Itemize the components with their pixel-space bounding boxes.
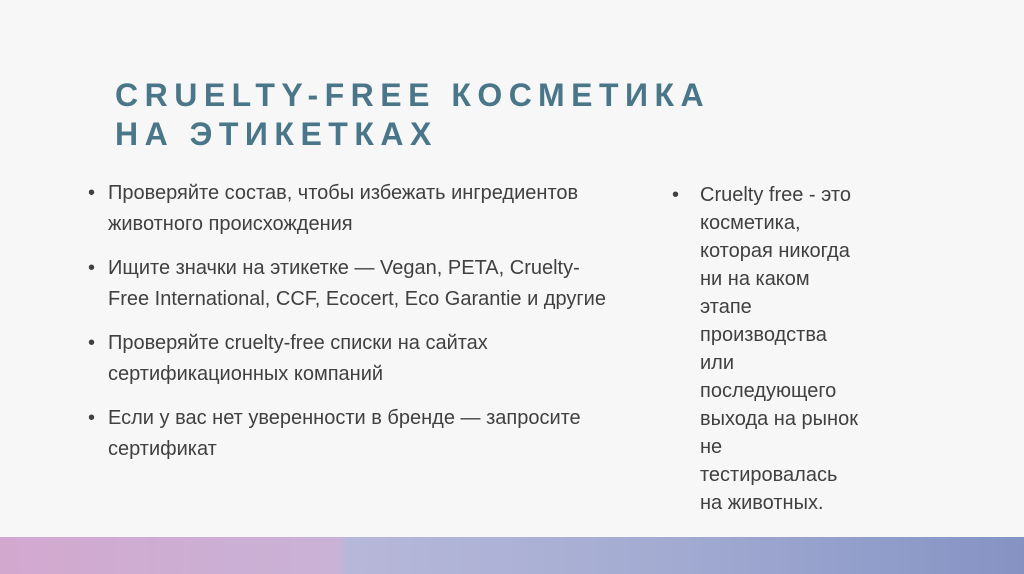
decorative-bottom-band [0, 537, 1024, 574]
right-definition-text [700, 181, 902, 517]
left-bullet-item: • Если у вас нет уверенности в бренде — запросите сертификат [88, 403, 608, 465]
right-definition-block [672, 181, 902, 517]
right-text-line: которая никогда [700, 240, 850, 262]
right-text-line: производства [700, 324, 827, 346]
right-text-line: Cruelty free - это [700, 184, 851, 206]
right-text-line: выхода на рынок [700, 408, 858, 430]
slide-title-line-1: CRUELTY-FREE КОСМЕТИКА [115, 77, 711, 113]
bullet-dot-icon: • [672, 184, 680, 206]
right-text-line: ни на каком [700, 268, 810, 290]
left-bullet-list [88, 178, 608, 478]
slide-title [115, 76, 915, 154]
right-text-line: этапе [700, 296, 752, 318]
right-text-line: на животных. [700, 492, 824, 514]
left-bullet-item: • Проверяйте cruelty-free списки на сайтах сертификационных компаний [88, 328, 608, 390]
right-text-line: косметика, [700, 212, 801, 234]
left-bullet-item: • Проверяйте состав, чтобы избежать ингредиентов животного происхождения [88, 178, 608, 240]
right-text-line: последующего [700, 380, 837, 402]
right-text-line: или [700, 352, 735, 374]
slide-title-line-2: НА ЭТИКЕТКАХ [115, 116, 438, 152]
left-bullet-item: • Ищите значки на этикетке — Vegan, PETA, Cruelty-Free International, CCF, Ecocert, Eco Garantie и другие [88, 253, 608, 315]
right-text-line: не [700, 436, 723, 458]
right-text-line: тестировалась [700, 464, 838, 486]
